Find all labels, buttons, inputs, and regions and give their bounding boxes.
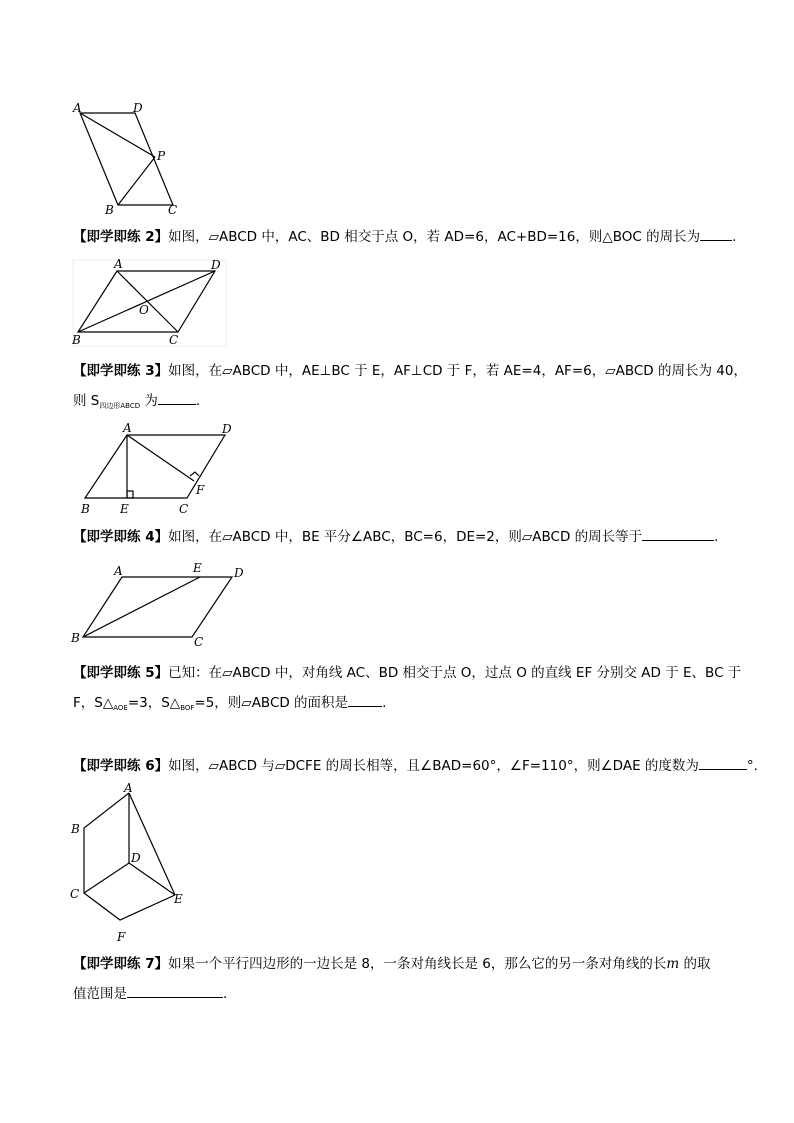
problem-3-body: 如图，在▱ABCD 中，AE⊥BC 于 E，AF⊥CD 于 F，若 AE=4，AF=6，▱ABCD 的周长为 40， (168, 363, 747, 379)
answer-blank-2[interactable] (700, 228, 732, 241)
answer-blank-3[interactable] (158, 392, 196, 405)
problem-3-line2-post: 为 (140, 393, 158, 409)
fig4-label-C: C (194, 635, 204, 649)
figure-6-two-parallelograms (68, 780, 193, 950)
problem-4-body: 如图，在▱ABCD 中，BE 平分∠ABC，BC=6，DE=2，则▱ABCD 的周长等于 (168, 529, 643, 545)
fig1-label-A: A (73, 101, 82, 115)
problem-7-body: 如果一个平行四边形的一边长是 8，一条对角线长是 6，那么它的另一条对角线的长 (168, 956, 667, 972)
fig6-label-A: A (124, 781, 133, 795)
answer-blank-6[interactable] (699, 757, 747, 770)
problem-2-body: 如图，▱ABCD 中，AC、BD 相交于点 O，若 AD=6，AC+BD=16，则△BOC 的周长为 (168, 229, 701, 245)
answer-blank-5[interactable] (348, 694, 382, 707)
problem-6-tag: 【即学即练 6】 (73, 758, 169, 774)
fig2-label-A: A (114, 257, 123, 271)
fig2-label-D: D (211, 258, 221, 272)
problem-7-end: . (223, 986, 228, 1002)
problem-7-line2: 值范围是 (73, 986, 127, 1002)
problem-7-text-line2 (73, 985, 227, 1003)
fig6-label-C: C (70, 887, 80, 901)
problem-3-end: . (195, 393, 201, 409)
fig1-label-B: B (105, 203, 114, 217)
fig6-label-F: F (117, 930, 126, 944)
problem-6-end: °. (746, 758, 758, 774)
fig3-label-E: E (120, 502, 129, 516)
fig2-label-C: C (169, 333, 179, 347)
problem-2-end: . (732, 229, 737, 245)
problem-4-tag: 【即学即练 4】 (73, 529, 169, 545)
problem-3-text-line2 (73, 392, 200, 412)
answer-blank-7[interactable] (127, 985, 223, 998)
fig6-label-B: B (71, 822, 80, 836)
problem-5-text-line2 (73, 694, 386, 714)
figure-3-parallelogram (75, 420, 245, 520)
fig3-label-D: D (222, 422, 232, 436)
problem-7-text-line1 (73, 955, 710, 973)
fig6-label-E: E (174, 892, 183, 906)
problem-3-tag: 【即学即练 3】 (73, 363, 169, 379)
problem-5-end: . (382, 695, 387, 711)
problem-4-end: . (714, 529, 719, 545)
problem-2-text (73, 228, 736, 246)
problem-4-text (73, 528, 718, 546)
problem-3-line2-sub: 四边形ABCD (99, 402, 141, 410)
problem-5-body: 已知：在▱ABCD 中，对角线 AC、BD 相交于点 O，过点 O 的直线 EF 分别交 AD 于 E、BC 于 (168, 665, 742, 681)
figure-4-parallelogram (70, 560, 255, 652)
fig3-label-C: C (179, 502, 189, 516)
fig1-label-D: D (133, 101, 143, 115)
fig3-label-B: B (81, 502, 90, 516)
problem-5-sub-aoe: AOE (113, 704, 128, 712)
figure-2-parallelogram (70, 256, 230, 348)
problem-7-body-after: 的取 (679, 956, 711, 972)
problem-3-text-line1 (73, 362, 747, 380)
fig2-label-B: B (72, 333, 81, 347)
problem-5-line2-b: =3，S△ (127, 695, 181, 711)
answer-blank-4[interactable] (642, 528, 714, 541)
fig4-label-D: D (234, 566, 244, 580)
fig3-label-F: F (196, 483, 205, 497)
problem-5-line2-c: =5，则▱ABCD 的面积是 (194, 695, 349, 711)
fig6-label-D: D (131, 851, 141, 865)
fig4-label-B: B (71, 631, 80, 645)
fig1-label-P: P (157, 149, 166, 163)
problem-6-text (73, 757, 758, 775)
problem-2-tag: 【即学即练 2】 (73, 229, 169, 245)
problem-5-tag: 【即学即练 5】 (73, 665, 169, 681)
fig2-label-O: O (139, 303, 149, 317)
problem-5-sub-bof: BOF (180, 704, 195, 712)
problem-5-line2-a: F，S△ (73, 695, 114, 711)
fig4-label-A: A (114, 564, 123, 578)
problem-7-tag: 【即学即练 7】 (73, 956, 169, 972)
fig1-label-C: C (168, 203, 178, 217)
fig3-label-A: A (123, 421, 132, 435)
problem-5-text-line1 (73, 664, 741, 682)
figure-1-parallelogram (70, 96, 200, 218)
problem-6-body: 如图，▱ABCD 与▱DCFE 的周长相等，且∠BAD=60°，∠F=110°，则∠DAE 的度数为 (168, 758, 699, 774)
problem-3-line2-pre: 则 S (73, 393, 100, 409)
fig4-label-E: E (193, 561, 202, 575)
problem-7-var-m: m (666, 956, 680, 972)
